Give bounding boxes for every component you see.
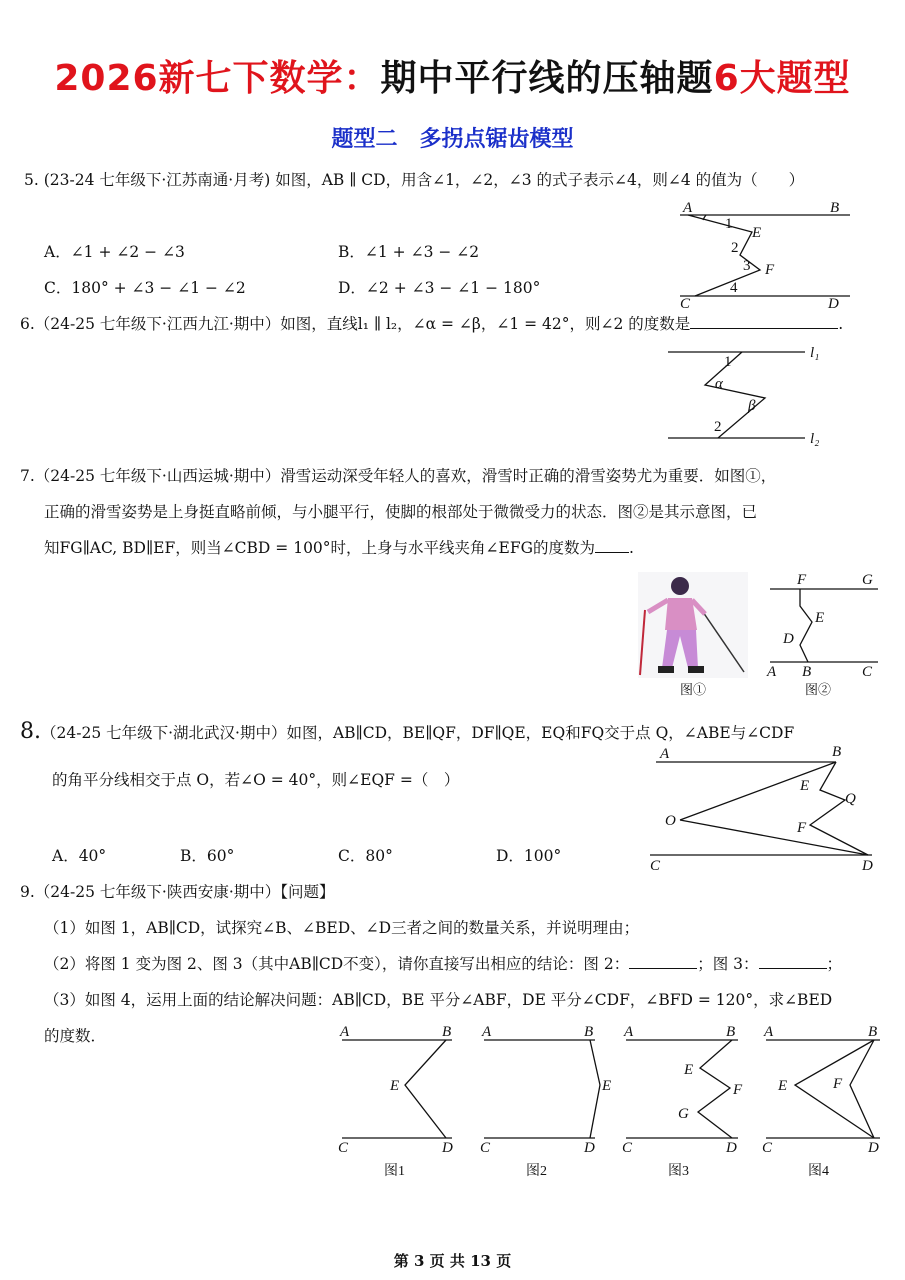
svg-text:图3: 图3 — [668, 1164, 689, 1179]
q6-label-1: 1 — [724, 354, 732, 370]
q8-option-c: C．80° — [338, 847, 393, 865]
q6-end: . — [838, 315, 844, 333]
title-red-part-2: 大题型 — [739, 58, 851, 99]
title-number: 6 — [713, 58, 740, 99]
svg-text:C: C — [480, 1140, 491, 1156]
q7-label-b: B — [802, 664, 812, 680]
q8-label-b: B — [832, 744, 842, 760]
svg-text:C: C — [338, 1140, 349, 1156]
q9-part-1: （1）如图 1，AB∥CD，试探究∠B、∠BED、∠D三者之间的数量关系，并说明理由； — [44, 919, 640, 937]
svg-text:图2: 图2 — [526, 1164, 547, 1179]
q9-part-2-mid: ；图 3： — [697, 955, 759, 973]
q8-option-b: B．60° — [180, 847, 235, 865]
svg-text:A: A — [482, 1024, 492, 1040]
q9-head: 9.（24-25 七年级下·陕西安康·期中）【问题】 — [20, 883, 335, 901]
q7-line-2: 正确的滑雪姿势是上身挺直略前倾，与小腿平行，使脚的根部处于微微受力的状态．图②是其示意图，已 — [44, 503, 758, 521]
svg-text:D: D — [868, 1140, 879, 1156]
q6-stem-text: 6.（24-25 七年级下·江西九江·期中）如图，直线l₁ ∥ l₂，∠α = ∠β，∠1 = 42°，则∠2 的度数是 — [20, 315, 691, 333]
svg-text:B: B — [868, 1024, 878, 1040]
q7-line-3-text: 知FG∥AC, BD∥EF，则当∠CBD = 100°时，上身与水平线夹角∠EFG的度数为 — [44, 539, 595, 557]
q8-option-d: D．100° — [496, 847, 562, 865]
q9-part-3: （3）如图 4，运用上面的结论解决问题：AB∥CD，BE 平分∠ABF，DE 平分∠CDF，∠BFD = 120°，求∠BED — [44, 991, 833, 1009]
svg-text:E: E — [390, 1078, 400, 1094]
svg-text:C: C — [762, 1140, 773, 1156]
q5-label-d: D — [828, 296, 839, 312]
section-subtitle: 题型二 多拐点锯齿模型 — [331, 127, 574, 152]
svg-text:B: B — [442, 1024, 452, 1040]
svg-text:E: E — [684, 1062, 694, 1078]
q5-label-b: B — [830, 200, 840, 216]
q6-label-2: 2 — [714, 419, 722, 435]
q5-label-2: 2 — [731, 240, 739, 256]
q8-line-1-text: （24-25 七年级下·湖北武汉·期中）如图，AB∥CD，BE∥QF，DF∥QE，EQ和FQ交于点 Q，∠ABE与∠CDF — [41, 724, 795, 742]
svg-text:图4: 图4 — [808, 1164, 829, 1179]
svg-text:F: F — [833, 1076, 843, 1092]
svg-text:G: G — [678, 1106, 689, 1122]
q8-label-e: E — [800, 778, 810, 794]
svg-text:E: E — [602, 1078, 612, 1094]
q9-fig-3 — [622, 1024, 743, 1179]
q8-label-o: O — [665, 813, 676, 829]
q8-option-a: A．40° — [52, 847, 107, 865]
q5-label-4: 4 — [730, 280, 738, 296]
page-footer: 第 3 页 共 13 页 — [393, 1252, 512, 1270]
q9-fig-4 — [762, 1024, 880, 1179]
q5-label-3: 3 — [743, 258, 751, 274]
q7-label-g: G — [862, 572, 873, 588]
q7-label-e: E — [815, 610, 825, 626]
svg-text:A: A — [624, 1024, 634, 1040]
q5-label-1: 1 — [725, 216, 733, 232]
svg-text:D: D — [726, 1140, 737, 1156]
q7-label-c: C — [862, 664, 873, 680]
q5-stem: 5. (23-24 七年级下·江苏南通·月考) 如图，AB ∥ CD，用含∠1，∠2，∠3 的式子表示∠4，则∠4 的值为（ ） — [24, 171, 805, 189]
q9-fig-1 — [338, 1024, 453, 1179]
svg-text:D: D — [584, 1140, 595, 1156]
q5-label-f: F — [765, 262, 775, 278]
q6-label-beta: β — [748, 398, 756, 414]
svg-text:图1: 图1 — [384, 1164, 405, 1179]
q9-part-2-text: （2）将图 1 变为图 2、图 3（其中AB∥CD不变），请你直接写出相应的结论：图 2： — [44, 955, 630, 973]
q7-fig2-caption: 图② — [805, 682, 832, 697]
q7-line-1: 7.（24-25 七年级下·山西运城·期中）滑雪运动深受年轻人的喜欢，滑雪时正确的滑雪姿势尤为重要．如图①， — [20, 467, 777, 485]
q8-line-2: 的角平分线相交于点 O，若∠O = 40°，则∠EQF =（ ） — [52, 771, 460, 789]
svg-text:B: B — [584, 1024, 594, 1040]
q5-label-e: E — [752, 225, 762, 241]
svg-text:A: A — [340, 1024, 350, 1040]
svg-text:F: F — [733, 1082, 743, 1098]
svg-text:E: E — [778, 1078, 788, 1094]
q9-fig-2 — [480, 1024, 611, 1179]
q9-part-3-cont: 的度数． — [44, 1027, 107, 1045]
q7-label-f: F — [797, 572, 807, 588]
q7-label-d: D — [783, 631, 794, 647]
q5-option-b: B．∠1 + ∠3 − ∠2 — [338, 243, 480, 261]
svg-text:D: D — [442, 1140, 453, 1156]
q8-label-f: F — [797, 820, 807, 836]
q5-option-c: C．180° + ∠3 − ∠1 − ∠2 — [44, 279, 246, 297]
svg-text:B: B — [726, 1024, 736, 1040]
q7-end: . — [628, 539, 634, 557]
q7-label-a: A — [767, 664, 777, 680]
q9-part-2-end: ； — [826, 955, 843, 973]
q5-label-c: C — [680, 296, 691, 312]
q6-label-alpha: α — [715, 376, 723, 392]
q8-label-q: Q — [845, 791, 856, 807]
q6-label-l2: l₂ — [810, 431, 820, 447]
svg-text:C: C — [622, 1140, 633, 1156]
svg-text:A: A — [764, 1024, 774, 1040]
q5-option-d: D．∠2 + ∠3 − ∠1 − 180° — [338, 279, 541, 297]
q7-fig1-caption: 图① — [680, 682, 707, 697]
title-black-part: 期中平行线的压轴题 — [380, 58, 714, 99]
q5-label-a: A — [683, 200, 693, 216]
q8-label-a: A — [660, 746, 670, 762]
q5-option-a: A．∠1 + ∠2 − ∠3 — [44, 243, 185, 261]
q8-number: 8. — [20, 719, 41, 744]
q8-label-d: D — [862, 858, 873, 874]
q8-label-c: C — [650, 858, 661, 874]
q6-label-l1: l₁ — [810, 345, 820, 361]
title-red-part: 2026新七下数学： — [54, 58, 381, 99]
